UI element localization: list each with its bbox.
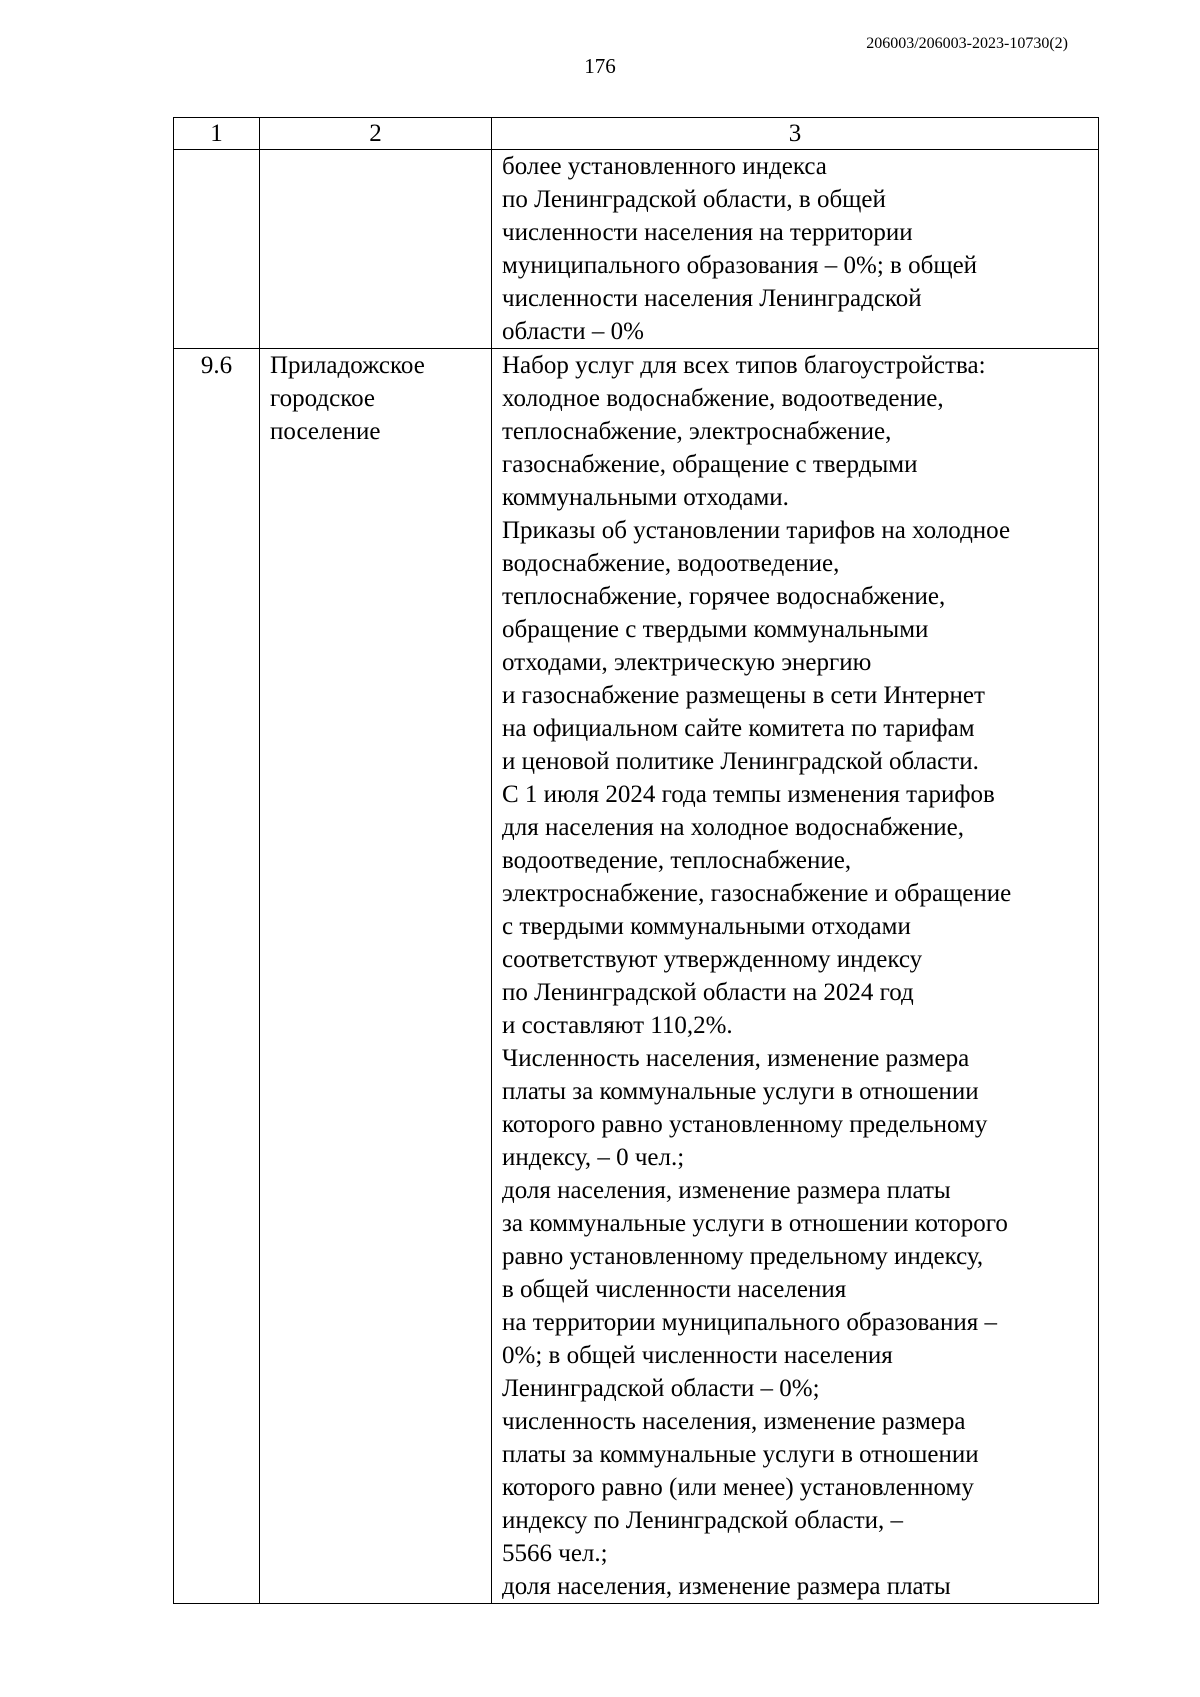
table-row-continuation (174, 150, 1099, 349)
table-row (174, 349, 1099, 1604)
column-header-2: 2 (260, 118, 492, 150)
page-number: 176 (584, 54, 616, 78)
municipality-name-cell (260, 150, 492, 349)
table-header-row (174, 118, 1099, 150)
column-header-1: 1 (174, 118, 260, 150)
description-cell: более установленного индекса по Ленинградской области, в общей численности населения на территории муниципального образования – 0%; в общей численности населения Ленинградской области – 0% (492, 150, 1099, 349)
row-number-cell (174, 150, 260, 349)
description-cell: Набор услуг для всех типов благоустройства: холодное водоснабжение, водоотведение, теплоснабжение, электроснабжение, газоснабжение, обращение с твердыми коммунальными отходами. Приказы об установлении тарифов на холодное водоснабжение, водоотведение, теплоснабжение, горячее водоснабжение, обращение с твердыми коммунальными отходами, электрическую энергию и газоснабжение размещены в сети Интернет на официальном сайте комитета по тарифам и ценовой политике Ленинградской области. С 1 июля 2024 года темпы изменения тарифов для населения на холодное водоснабжение, водоотведение, теплоснабжение, электроснабжение, газоснабжение и обращение с твердыми коммунальными отходами соответствуют утвержденному индексу по Ленинградской области на 2024 год и составляют 110,2%. Численность населения, изменение размера платы за коммунальные услуги в отношении которого равно установленному предельному индексу, – 0 чел.; доля населения, изменение размера платы за коммунальные услуги в отношении которого равно установленному предельному индексу, в общей численности населения на территории муниципального образования – 0%; в общей численности населения Ленинградской области – 0%; численность населения, изменение размера платы за коммунальные услуги в отношении которого равно (или менее) установленному индексу по Ленинградской области, – 5566 чел.; доля населения, изменение размера платы (492, 349, 1099, 1604)
data-table (173, 117, 1099, 1604)
column-header-3: 3 (492, 118, 1099, 150)
municipality-name-cell: Приладожское городское поселение (260, 349, 492, 1604)
row-number-cell: 9.6 (174, 349, 260, 1604)
document-id: 206003/206003-2023-10730(2) (866, 35, 1068, 52)
